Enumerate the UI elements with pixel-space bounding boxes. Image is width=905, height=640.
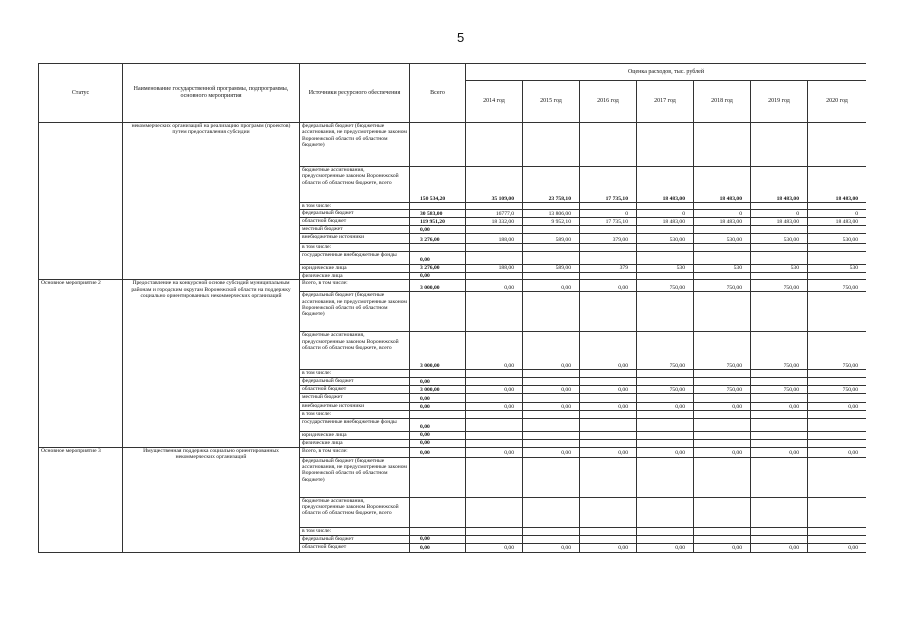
year-value-cell bbox=[637, 226, 694, 234]
total-cell: 3 000,00 bbox=[410, 386, 466, 394]
year-value-cell bbox=[808, 439, 867, 447]
year-value-cell bbox=[808, 203, 867, 210]
year-value-cell bbox=[637, 378, 694, 386]
year-value-cell bbox=[580, 457, 637, 497]
total-cell: 0,00 bbox=[410, 431, 466, 439]
year-value-cell bbox=[694, 251, 751, 264]
total-cell: 30 583,00 bbox=[410, 210, 466, 218]
year-value-cell bbox=[694, 535, 751, 543]
total-cell: 0,00 bbox=[410, 447, 466, 457]
year-value-cell bbox=[808, 244, 867, 251]
year-value-cell bbox=[637, 123, 694, 167]
source-cell: областной бюджет bbox=[300, 218, 410, 226]
year-value-cell bbox=[580, 431, 637, 439]
year-value-cell bbox=[466, 394, 523, 403]
total-cell: 0,00 bbox=[410, 226, 466, 234]
year-value-cell bbox=[523, 394, 580, 403]
total-cell bbox=[410, 411, 466, 418]
year-value-cell: 750,00 bbox=[637, 280, 694, 292]
year-value-cell bbox=[466, 431, 523, 439]
year-value-cell: 0,00 bbox=[637, 447, 694, 457]
year-value-cell: 18 332,00 bbox=[466, 218, 523, 226]
year-value-cell bbox=[694, 292, 751, 332]
year-value-cell bbox=[466, 292, 523, 332]
year-value-cell: 0,00 bbox=[751, 543, 808, 552]
year-value-cell: 17 735,10 bbox=[580, 218, 637, 226]
year-value-cell bbox=[637, 418, 694, 431]
year-value-cell: 18 483,00 bbox=[637, 218, 694, 226]
year-value-cell: 750,00 bbox=[808, 332, 867, 370]
year-value-cell: 0,00 bbox=[523, 403, 580, 411]
header-total: Всего bbox=[410, 64, 466, 123]
year-value-cell bbox=[808, 418, 867, 431]
year-value-cell bbox=[808, 497, 867, 527]
source-cell: физические лица bbox=[300, 439, 410, 447]
year-value-cell: 0,00 bbox=[751, 403, 808, 411]
year-value-cell bbox=[808, 535, 867, 543]
year-value-cell: 18 483,00 bbox=[808, 218, 867, 226]
year-value-cell bbox=[751, 418, 808, 431]
year-value-cell bbox=[637, 457, 694, 497]
year-value-cell bbox=[694, 203, 751, 210]
year-value-cell bbox=[694, 226, 751, 234]
year-value-cell: 188,00 bbox=[466, 234, 523, 244]
total-cell: 0,00 bbox=[410, 272, 466, 279]
header-year: 2019 год bbox=[751, 81, 808, 123]
year-value-cell bbox=[637, 394, 694, 403]
year-value-cell: 750,00 bbox=[694, 386, 751, 394]
year-value-cell: 18 483,00 bbox=[694, 167, 751, 203]
year-value-cell: 589,00 bbox=[523, 264, 580, 272]
year-value-cell: 0,00 bbox=[523, 447, 580, 457]
year-value-cell bbox=[466, 370, 523, 378]
table-row bbox=[39, 280, 867, 292]
year-value-cell: 35 109,00 bbox=[466, 167, 523, 203]
year-value-cell bbox=[523, 123, 580, 167]
year-value-cell bbox=[466, 378, 523, 386]
status-cell bbox=[39, 123, 123, 280]
year-value-cell bbox=[694, 457, 751, 497]
table-row bbox=[39, 123, 867, 167]
year-value-cell bbox=[808, 394, 867, 403]
year-value-cell bbox=[580, 527, 637, 535]
table-row bbox=[39, 447, 867, 457]
total-cell: 3 000,00 bbox=[410, 332, 466, 370]
year-value-cell bbox=[637, 527, 694, 535]
total-cell bbox=[410, 370, 466, 378]
year-value-cell bbox=[466, 123, 523, 167]
year-value-cell bbox=[523, 535, 580, 543]
year-value-cell bbox=[466, 418, 523, 431]
total-cell: 119 951,20 bbox=[410, 218, 466, 226]
year-value-cell bbox=[466, 439, 523, 447]
total-cell: 0,00 bbox=[410, 378, 466, 386]
year-value-cell: 0,00 bbox=[523, 543, 580, 552]
total-cell: 0,00 bbox=[410, 418, 466, 431]
year-value-cell: 18 483,00 bbox=[808, 167, 867, 203]
year-value-cell: 0,00 bbox=[580, 543, 637, 552]
year-value-cell: 0,00 bbox=[466, 332, 523, 370]
year-value-cell bbox=[580, 226, 637, 234]
total-cell: 3 276,00 bbox=[410, 264, 466, 272]
year-value-cell bbox=[580, 394, 637, 403]
year-value-cell bbox=[523, 370, 580, 378]
year-value-cell bbox=[580, 203, 637, 210]
year-value-cell bbox=[637, 497, 694, 527]
year-value-cell bbox=[580, 251, 637, 264]
header-year: 2020 год bbox=[808, 81, 867, 123]
year-value-cell: 0,00 bbox=[694, 543, 751, 552]
year-value-cell bbox=[466, 203, 523, 210]
header-year: 2015 год bbox=[523, 81, 580, 123]
source-cell: в том числе: bbox=[300, 411, 410, 418]
source-cell: внебюджетные источники bbox=[300, 403, 410, 411]
year-value-cell: 0,00 bbox=[580, 447, 637, 457]
year-value-cell: 0,00 bbox=[466, 447, 523, 457]
year-value-cell: 750,00 bbox=[751, 332, 808, 370]
budget-table bbox=[38, 63, 866, 553]
year-value-cell: 750,00 bbox=[694, 280, 751, 292]
source-cell: бюджетные ассигнования, предусмотренные законом Воронежской области об областном бюджете, всего bbox=[300, 167, 410, 203]
year-value-cell: 0,00 bbox=[637, 403, 694, 411]
year-value-cell: 17 735,10 bbox=[580, 167, 637, 203]
year-value-cell bbox=[466, 244, 523, 251]
source-cell: государственные внебюджетные фонды bbox=[300, 418, 410, 431]
year-value-cell bbox=[751, 272, 808, 279]
source-cell: физические лица bbox=[300, 272, 410, 279]
year-value-cell bbox=[808, 457, 867, 497]
year-value-cell: 750,00 bbox=[694, 332, 751, 370]
year-value-cell bbox=[466, 411, 523, 418]
year-value-cell: 750,00 bbox=[751, 280, 808, 292]
year-value-cell: 0,00 bbox=[466, 543, 523, 552]
header-year: 2017 год bbox=[637, 81, 694, 123]
year-value-cell bbox=[580, 378, 637, 386]
year-value-cell: 750,00 bbox=[808, 386, 867, 394]
year-value-cell: 0,00 bbox=[580, 280, 637, 292]
year-value-cell: 0,00 bbox=[808, 543, 867, 552]
year-value-cell: 0,00 bbox=[523, 332, 580, 370]
year-value-cell: 530,00 bbox=[808, 234, 867, 244]
year-value-cell bbox=[637, 411, 694, 418]
year-value-cell bbox=[751, 535, 808, 543]
source-cell: федеральный бюджет bbox=[300, 378, 410, 386]
year-value-cell bbox=[637, 272, 694, 279]
source-cell: в том числе: bbox=[300, 370, 410, 378]
year-value-cell: 0,00 bbox=[523, 386, 580, 394]
year-value-cell: 0,00 bbox=[694, 447, 751, 457]
year-value-cell bbox=[466, 457, 523, 497]
source-cell: в том числе: bbox=[300, 244, 410, 251]
year-value-cell: 0,00 bbox=[466, 386, 523, 394]
year-value-cell bbox=[751, 431, 808, 439]
year-value-cell: 0 bbox=[808, 210, 867, 218]
year-value-cell bbox=[523, 272, 580, 279]
header-group: Оценка расходов, тыс. рублей bbox=[466, 64, 867, 81]
source-cell: федеральный бюджет bbox=[300, 535, 410, 543]
year-value-cell bbox=[580, 535, 637, 543]
year-value-cell bbox=[523, 497, 580, 527]
year-value-cell: 0,00 bbox=[523, 280, 580, 292]
total-cell bbox=[410, 123, 466, 167]
year-value-cell bbox=[637, 244, 694, 251]
year-value-cell: 750,00 bbox=[808, 280, 867, 292]
year-value-cell bbox=[694, 497, 751, 527]
year-value-cell: 530 bbox=[808, 264, 867, 272]
year-value-cell: 0,00 bbox=[580, 403, 637, 411]
year-value-cell bbox=[523, 226, 580, 234]
year-value-cell bbox=[808, 527, 867, 535]
year-value-cell: 750,00 bbox=[637, 332, 694, 370]
year-value-cell bbox=[523, 292, 580, 332]
total-cell: 3 276,00 bbox=[410, 234, 466, 244]
year-value-cell: 0,00 bbox=[694, 403, 751, 411]
year-value-cell bbox=[523, 431, 580, 439]
year-value-cell bbox=[751, 394, 808, 403]
year-value-cell bbox=[580, 244, 637, 251]
year-value-cell: 530,00 bbox=[751, 234, 808, 244]
year-value-cell: 18 483,00 bbox=[637, 167, 694, 203]
year-value-cell bbox=[751, 226, 808, 234]
year-value-cell bbox=[523, 203, 580, 210]
year-value-cell: 530,00 bbox=[637, 234, 694, 244]
source-cell: Всего, в том числе: bbox=[300, 280, 410, 292]
source-cell: местный бюджет bbox=[300, 226, 410, 234]
year-value-cell bbox=[637, 439, 694, 447]
total-cell: 150 534,20 bbox=[410, 167, 466, 203]
year-value-cell: 0 bbox=[694, 210, 751, 218]
year-value-cell: 0,00 bbox=[580, 332, 637, 370]
year-value-cell bbox=[751, 457, 808, 497]
year-value-cell bbox=[808, 411, 867, 418]
year-value-cell bbox=[637, 251, 694, 264]
year-value-cell: 530,00 bbox=[694, 234, 751, 244]
year-value-cell: 0,00 bbox=[466, 280, 523, 292]
year-value-cell bbox=[751, 439, 808, 447]
year-value-cell: 16777,0 bbox=[466, 210, 523, 218]
year-value-cell bbox=[466, 497, 523, 527]
year-value-cell bbox=[751, 203, 808, 210]
year-value-cell: 18 483,00 bbox=[751, 167, 808, 203]
year-value-cell: 0,00 bbox=[808, 447, 867, 457]
year-value-cell bbox=[580, 292, 637, 332]
year-value-cell: 13 806,00 bbox=[523, 210, 580, 218]
source-cell: Всего, в том числе: bbox=[300, 447, 410, 457]
year-value-cell bbox=[523, 527, 580, 535]
year-value-cell bbox=[751, 251, 808, 264]
year-value-cell bbox=[466, 535, 523, 543]
year-value-cell bbox=[466, 272, 523, 279]
source-cell: федеральный бюджет bbox=[300, 210, 410, 218]
year-value-cell: 188,00 bbox=[466, 264, 523, 272]
source-cell: в том числе: bbox=[300, 527, 410, 535]
year-value-cell bbox=[637, 431, 694, 439]
year-value-cell: 379 bbox=[580, 264, 637, 272]
source-cell: местный бюджет bbox=[300, 394, 410, 403]
year-value-cell: 379,00 bbox=[580, 234, 637, 244]
header-year: 2018 год bbox=[694, 81, 751, 123]
year-value-cell: 23 758,10 bbox=[523, 167, 580, 203]
year-value-cell bbox=[751, 378, 808, 386]
year-value-cell bbox=[523, 418, 580, 431]
total-cell bbox=[410, 292, 466, 332]
year-value-cell bbox=[523, 411, 580, 418]
year-value-cell: 0 bbox=[751, 210, 808, 218]
source-cell: областной бюджет bbox=[300, 386, 410, 394]
year-value-cell: 530 bbox=[694, 264, 751, 272]
year-value-cell bbox=[523, 439, 580, 447]
source-cell: бюджетные ассигнования, предусмотренные законом Воронежской области об областном бюджете, всего bbox=[300, 332, 410, 370]
total-cell: 0,00 bbox=[410, 394, 466, 403]
total-cell bbox=[410, 497, 466, 527]
year-value-cell bbox=[694, 394, 751, 403]
year-value-cell bbox=[637, 535, 694, 543]
year-value-cell bbox=[694, 272, 751, 279]
year-value-cell bbox=[808, 251, 867, 264]
year-value-cell bbox=[466, 226, 523, 234]
year-value-cell: 18 483,00 bbox=[751, 218, 808, 226]
year-value-cell: 0 bbox=[580, 210, 637, 218]
year-value-cell bbox=[694, 123, 751, 167]
year-value-cell: 0,00 bbox=[751, 447, 808, 457]
source-cell: федеральный бюджет (бюджетные ассигнования, не предусмотренные законом Воронежской области об областном бюджете) bbox=[300, 457, 410, 497]
total-cell bbox=[410, 244, 466, 251]
year-value-cell: 0 bbox=[637, 210, 694, 218]
year-value-cell bbox=[751, 527, 808, 535]
year-value-cell: 0,00 bbox=[580, 386, 637, 394]
year-value-cell bbox=[694, 431, 751, 439]
year-value-cell bbox=[580, 411, 637, 418]
source-cell: федеральный бюджет (бюджетные ассигнования, не предусмотренные законом Воронежской области об областном бюджете) bbox=[300, 292, 410, 332]
year-value-cell: 0,00 bbox=[637, 543, 694, 552]
year-value-cell: 18 483,00 bbox=[694, 218, 751, 226]
year-value-cell: 0,00 bbox=[808, 403, 867, 411]
year-value-cell: 0,00 bbox=[466, 403, 523, 411]
year-value-cell bbox=[808, 123, 867, 167]
year-value-cell bbox=[523, 251, 580, 264]
total-cell: 0,00 bbox=[410, 403, 466, 411]
name-cell: Имущественная поддержка социально ориентированных некоммерческих организаций bbox=[123, 447, 300, 552]
source-cell: юридические лица bbox=[300, 264, 410, 272]
year-value-cell bbox=[466, 527, 523, 535]
year-value-cell bbox=[580, 418, 637, 431]
year-value-cell bbox=[808, 431, 867, 439]
source-cell: юридические лица bbox=[300, 431, 410, 439]
header-source: Источники ресурсного обеспечения bbox=[300, 64, 410, 123]
header-year: 2016 год bbox=[580, 81, 637, 123]
source-cell: внебюджетные источники bbox=[300, 234, 410, 244]
year-value-cell: 530 bbox=[751, 264, 808, 272]
year-value-cell bbox=[751, 244, 808, 251]
year-value-cell bbox=[637, 203, 694, 210]
year-value-cell bbox=[751, 497, 808, 527]
name-cell: Предоставление на конкурсной основе субсидий муниципальным районам и городским округам Воронежской области на поддержку социально ориентированных некоммерческих организаций bbox=[123, 280, 300, 447]
total-cell bbox=[410, 203, 466, 210]
total-cell: 0,00 bbox=[410, 535, 466, 543]
source-cell: в том числе: bbox=[300, 203, 410, 210]
total-cell: 0,00 bbox=[410, 251, 466, 264]
year-value-cell bbox=[751, 411, 808, 418]
year-value-cell: 750,00 bbox=[637, 386, 694, 394]
year-value-cell bbox=[751, 292, 808, 332]
year-value-cell bbox=[694, 411, 751, 418]
year-value-cell bbox=[694, 439, 751, 447]
year-value-cell bbox=[580, 497, 637, 527]
source-cell: федеральный бюджет (бюджетные ассигнования, не предусмотренные законом Воронежской области об областном бюджете) bbox=[300, 123, 410, 167]
year-value-cell: 750,00 bbox=[751, 386, 808, 394]
status-cell: Основное мероприятие 3 bbox=[39, 447, 123, 552]
total-cell: 0,00 bbox=[410, 439, 466, 447]
year-value-cell bbox=[523, 378, 580, 386]
source-cell: бюджетные ассигнования, предусмотренные законом Воронежской области об областном бюджете, всего bbox=[300, 497, 410, 527]
header-year: 2014 год bbox=[466, 81, 523, 123]
year-value-cell bbox=[637, 370, 694, 378]
year-value-cell bbox=[751, 123, 808, 167]
year-value-cell bbox=[694, 527, 751, 535]
status-cell: Основное мероприятие 2 bbox=[39, 280, 123, 447]
year-value-cell: 530 bbox=[637, 264, 694, 272]
year-value-cell bbox=[694, 418, 751, 431]
year-value-cell bbox=[808, 272, 867, 279]
year-value-cell: 589,00 bbox=[523, 234, 580, 244]
year-value-cell bbox=[808, 378, 867, 386]
year-value-cell bbox=[580, 123, 637, 167]
source-cell: областной бюджет bbox=[300, 543, 410, 552]
year-value-cell bbox=[694, 244, 751, 251]
year-value-cell bbox=[523, 244, 580, 251]
year-value-cell bbox=[637, 292, 694, 332]
total-cell bbox=[410, 527, 466, 535]
year-value-cell bbox=[466, 251, 523, 264]
page-number: 5 bbox=[457, 30, 465, 45]
total-cell: 3 000,00 bbox=[410, 280, 466, 292]
year-value-cell bbox=[808, 292, 867, 332]
total-cell: 0,00 bbox=[410, 543, 466, 552]
year-value-cell bbox=[808, 370, 867, 378]
header-status: Статус bbox=[39, 64, 123, 123]
source-cell: государственные внебюджетные фонды bbox=[300, 251, 410, 264]
year-value-cell bbox=[751, 370, 808, 378]
year-value-cell bbox=[580, 439, 637, 447]
year-value-cell bbox=[694, 378, 751, 386]
year-value-cell bbox=[694, 370, 751, 378]
header-name: Наименование государственной программы, подпрограммы, основного мероприятия bbox=[123, 64, 300, 123]
budget-sheet bbox=[38, 63, 866, 598]
total-cell bbox=[410, 457, 466, 497]
year-value-cell bbox=[580, 370, 637, 378]
year-value-cell: 9 952,10 bbox=[523, 218, 580, 226]
name-cell: некоммерческих организаций на реализацию программ (проектов) путем предоставления субсидии bbox=[123, 123, 300, 280]
year-value-cell bbox=[808, 226, 867, 234]
year-value-cell bbox=[580, 272, 637, 279]
year-value-cell bbox=[523, 457, 580, 497]
